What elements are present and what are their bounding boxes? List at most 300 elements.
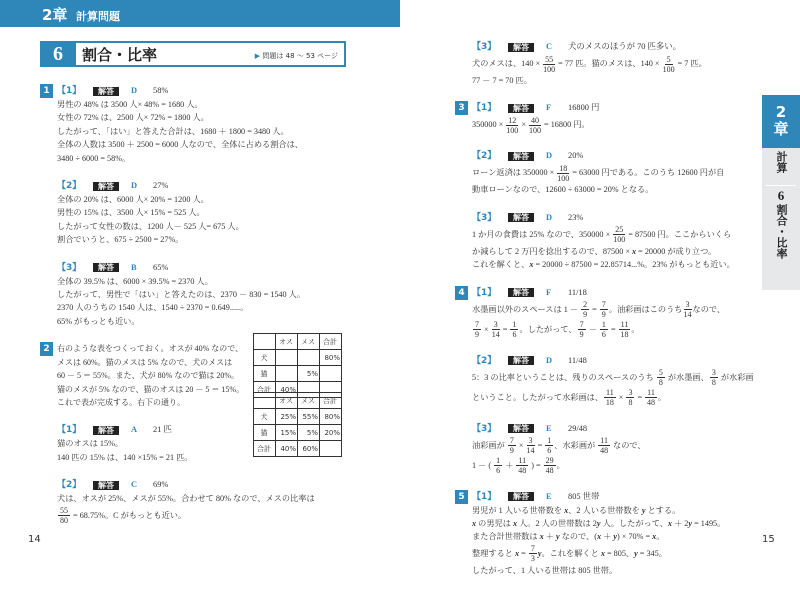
fraction-denominator: 3 [530,554,535,564]
table-cell: 40% [276,441,298,457]
answer-part [57,84,380,165]
fraction-denominator: 18 [620,330,629,340]
problem-page-reference-text: 問題は 48 ～ 53 ページ [262,52,338,60]
table-cell: 合計 [254,382,276,398]
fraction-numerator: 11 [647,388,655,398]
answer-choice: D [131,86,138,95]
answer-part [472,40,755,87]
answer-choice: A [131,425,138,435]
text-segment: の男児は [476,519,513,529]
answer-value: 29/48 [568,423,588,433]
answer-header [472,101,755,115]
answer-choice: D [546,355,553,365]
fraction-denominator: 14 [491,330,500,340]
math-variable: x [515,548,520,558]
answer-header [57,84,380,98]
answer-header [472,354,755,368]
fraction-numerator: 2 [583,300,588,310]
text-segment: 。 [657,392,667,402]
answer-key-label: 解答 [508,288,534,297]
fraction-denominator: 48 [647,398,655,408]
text-segment: 。したがって、 [519,324,577,334]
text-segment: 水墨画以外のスペースは 1 － [472,304,581,314]
math-variable: y [634,548,638,558]
text-segment: したがって、「はい」と答えた合計は、1680 ＋ 1800 = 3480 人。 [57,126,289,136]
answer-value: 805 世帯 [568,491,600,501]
fraction-denominator: 6 [496,466,501,476]
text-line [57,220,380,233]
problem-1 [40,84,380,328]
fraction [663,55,675,74]
text-segment: × [519,120,528,130]
answer-key-label: 解答 [93,182,119,191]
fraction-numerator: 40 [531,116,539,126]
part-label: 【1】 [472,491,497,502]
table-cell: 犬 [254,409,276,425]
text-segment: 。 [556,460,565,470]
answer-header [472,422,755,436]
text-segment: = 805、 [604,548,635,558]
table-row [254,366,342,382]
answer-header [57,478,380,492]
side-tab-divider [766,185,796,186]
text-segment: 、水彩画が [554,440,598,450]
text-segment: 140 匹の 15% は、140 ×15% = 21 匹。 [57,452,193,462]
triangle-right-icon: ▶ [254,52,261,60]
text-segment: 男児が 1 人いる世帯数を [472,505,565,515]
fraction [581,300,589,319]
text-segment: か減らして 2 万円を捻出するので、87500 × [472,246,633,256]
side-tab-section-title: 割合・比率 [775,204,788,259]
fraction [494,456,502,475]
side-tab-section-number: 6 [777,188,785,203]
text-line [472,54,755,74]
fraction [604,388,616,407]
section-number: 6 [40,41,76,67]
fraction-denominator: 14 [526,446,535,456]
fraction-numerator: 1 [601,320,606,330]
fraction-numerator: 5 [658,368,663,378]
fraction-numerator: 55 [60,506,68,516]
text-segment: 全体の人数は 3500 ＋ 2500 = 6000 人なので、全体に占める割合は、 [57,140,303,150]
text-segment: = 87500 円。ここからいくら [626,229,732,239]
answer-value: 58% [153,86,169,95]
text-segment: ＋ 2 [672,519,689,529]
problem-number-badge: 3 [455,101,468,115]
text-segment: これを解くと、 [472,260,530,270]
text-segment: 右のような表をつくっておく。オスが 40% なので、 [57,344,244,354]
text-segment: = 1495。 [692,519,726,529]
table-cell: 15% [276,425,298,441]
math-variable: y [596,519,601,529]
problem-2 [40,337,380,526]
fraction-denominator: 6 [512,330,517,340]
text-segment: したがって、男性で「はい」と答えたのは、2370 － 830 = 1540 人。 [57,290,306,300]
math-variable: y [688,519,693,529]
text-segment: 女性の 72% は、2500 人× 72% = 1800 人。 [57,113,209,123]
answer-value: 20% [568,151,584,161]
text-segment: 3480 ÷ 6000 = 58%。 [57,153,131,163]
fraction [473,320,481,339]
problem-4 [455,286,755,476]
table-cell: 20% [320,425,342,441]
text-line [472,517,755,530]
text-segment: 猫のメスが 5% なので、猫のオスは 20 － 5 ＝ 15%。 [57,384,245,394]
table-cell: 25% [276,409,298,425]
fraction [578,320,586,339]
text-segment: 、2 人いる世帯数を [568,505,642,515]
text-line [472,368,755,388]
text-segment: ローン返済は 350000 × [472,168,557,178]
answer-key-label: 解答 [508,492,534,501]
fraction-denominator: 6 [601,330,606,340]
fraction [506,116,518,135]
text-segment: 猫のオスは 15%。 [57,439,124,449]
part-label: 【1】 [472,103,497,114]
answer-part [472,422,755,476]
percentage-table [253,333,342,398]
text-segment: × [516,440,526,450]
answer-key-label: 解答 [508,424,534,433]
text-line [57,396,247,409]
problem-number-badge: 1 [40,84,53,98]
text-segment: ＋ [503,460,516,470]
fraction [684,300,692,319]
text-segment: 人。したがって、 [600,519,668,529]
text-segment: なので、 [692,304,726,314]
fraction [545,436,553,455]
answer-value: 11/48 [568,355,587,365]
fraction [710,368,718,387]
text-line [57,111,380,124]
fraction [529,544,537,563]
table-row [254,334,342,350]
fraction-denominator: 48 [518,466,527,476]
answer-part [472,149,755,196]
text-line [57,356,247,369]
part-label: 【1】 [472,287,497,298]
answer-value: 21 匹 [153,425,172,435]
part-label: 【1】 [57,425,82,436]
fraction [58,506,70,525]
text-segment: 5：3 の比率ということは、残りのスペースのうち [472,372,656,382]
fraction [516,456,528,475]
fraction [557,164,569,183]
fraction-numerator: 29 [545,456,554,466]
text-segment: 男性の 15% は、3500 人× 15% = 525 人。 [57,208,205,218]
fraction-denominator: 9 [579,330,584,340]
text-segment: ＋ [543,532,556,542]
fraction [510,320,518,339]
fraction-denominator: 9 [583,310,588,320]
answer-value: 23% [568,212,584,222]
text-segment: ) = [529,460,543,470]
text-segment: 動車ローンなので、12600 ÷ 63000 = 20% となる。 [472,185,654,195]
table-row [254,441,342,457]
answer-key-label: 解答 [93,87,119,96]
fraction-numerator: 3 [685,300,690,310]
table-cell: 5% [298,425,320,441]
answer-key-label: 解答 [93,481,119,490]
answer-choice: B [131,262,137,272]
table-cell: 犬 [254,350,276,366]
table-cell [320,441,342,457]
fraction-denominator: 9 [475,330,479,340]
text-line [472,163,755,183]
fraction-denominator: 100 [506,126,519,136]
table-cell: 猫 [254,366,276,382]
fraction-denominator: 8 [628,398,633,408]
text-segment: = 68.75%。C がもっとも近い。 [71,510,187,520]
answer-header [472,149,755,163]
answer-part [472,286,755,340]
math-variable: x [539,532,544,542]
part-label: 【1】 [57,86,82,96]
table-cell: 合計 [320,393,342,409]
text-segment: = [635,392,645,402]
answer-key-label: 解答 [93,426,119,435]
part-label: 【3】 [472,212,497,223]
fraction-numerator: 18 [559,164,568,174]
text-line [57,492,380,505]
math-variable: x [472,519,477,529]
fraction [645,388,657,407]
section-title-box [40,41,346,67]
text-segment: 整理すると [472,548,515,558]
table-cell [254,393,276,409]
text-segment: = 77 匹。猫のメスは、140 × [556,59,662,68]
table-cell [320,366,342,382]
answer-part [472,211,755,272]
fraction-denominator: 9 [601,310,606,320]
fraction-numerator: 1 [512,320,517,330]
text-segment: = 63000 円である。このうち 12600 円が自 [570,168,725,178]
right-page-content [455,40,755,591]
text-line [472,530,755,543]
fraction [527,436,535,455]
answer-choice: F [546,103,552,113]
table-row [254,409,342,425]
problem-number-badge: 4 [455,286,468,300]
part-label: 【3】 [57,262,82,273]
text-segment: = 20000 が成り立つ。 [636,246,717,256]
table-cell: 5% [298,366,320,382]
fraction-numerator: 12 [508,116,517,126]
answer-header [472,286,755,300]
text-segment: ＋ [601,532,614,542]
answer-part [472,354,755,408]
text-segment: ) × 70% = [617,532,653,542]
table-cell: メス [298,393,320,409]
table-cell: 合計 [254,441,276,457]
fraction-numerator: 11 [606,388,614,398]
answer-header [472,211,755,225]
fraction-denominator: 14 [683,310,692,320]
text-line [472,225,755,245]
text-segment: = 345。 [637,548,667,558]
answer-choice: D [546,212,553,222]
answer-key-label: 解答 [508,356,534,365]
math-variable: y [555,532,560,542]
part-label: 【3】 [472,42,497,52]
text-segment: 全体の 39.5% は、6000 × 39.5% = 2370 人。 [57,276,213,286]
answer-value: 犬のメスのほうが 70 匹多い。 [568,42,682,51]
text-line [57,98,380,111]
text-line [472,115,755,135]
math-variable: x [564,505,569,515]
answer-part [57,261,380,329]
fraction [543,55,555,74]
text-line [472,436,755,456]
fraction-denominator: 48 [600,446,609,456]
part-label: 【2】 [57,181,82,192]
text-segment: = [590,304,599,314]
text-line [472,320,755,340]
answer-choice: C [131,480,138,490]
problem-continued [455,40,755,87]
part-label: 【2】 [472,151,497,162]
table-cell: オス [276,393,298,409]
fraction-numerator: 11 [600,436,608,446]
fraction-denominator: 100 [529,126,541,136]
answer-value: 11/18 [568,287,587,297]
math-variable: x [600,548,605,558]
table-cell [298,350,320,366]
answer-choice: F [546,287,552,297]
text-line [57,288,380,301]
side-tab-chapter-number: 2 [775,103,787,121]
text-line [57,138,380,151]
table-row [254,393,342,409]
part-label: 【2】 [472,355,497,366]
chapter-title: 計算問題 [76,10,120,23]
answer-header [57,261,380,275]
text-segment: － [586,324,599,334]
text-line [57,369,247,382]
answer-choice: C [546,42,553,51]
problem-5 [455,490,755,578]
side-tab-category: 計算 [775,151,788,173]
fraction-numerator: 1 [547,436,552,446]
table-row [254,425,342,441]
answer-value: 69% [153,480,169,490]
answer-choice: E [546,423,552,433]
answer-key-label: 解答 [93,263,119,272]
fraction-denominator: 100 [662,64,675,74]
text-line [472,74,755,87]
table-cell [276,366,298,382]
text-segment: また合計世帯数は [472,532,540,542]
answer-value: 27% [153,181,169,191]
fraction [619,320,631,339]
text-segment: 。これを解くと [541,548,601,558]
fraction-denominator: 18 [605,398,614,408]
table-cell [254,334,276,350]
answer-header [472,490,755,504]
fraction-numerator: 3 [711,368,716,378]
side-tab-chapter-char: 章 [773,120,789,138]
fraction-numerator: 11 [518,456,527,466]
fraction [508,436,516,455]
fraction [544,456,556,475]
table-cell: 80% [320,409,342,425]
text-segment: なので、( [559,532,597,542]
table-cell: 60% [298,441,320,457]
answer-key-label: 解答 [508,152,534,161]
fraction-numerator: 5 [666,54,671,64]
fraction-denominator: 9 [509,446,514,456]
page-number-left: 14 [28,534,41,545]
text-segment: = 16800 円。 [542,120,590,130]
answer-choice: D [546,151,553,161]
text-segment: 男性の 48% は 3500 人× 48% = 1680 人。 [57,100,203,109]
fraction [600,300,608,319]
fraction-numerator: 1 [496,456,501,466]
text-segment: = 20000 ÷ 87500 = 22.85714...%。23% がもっとも近い。 [533,260,735,270]
fraction-denominator: 80 [60,516,68,526]
table-cell: メス [298,334,320,350]
math-variable: x [632,246,637,256]
text-line [57,301,380,314]
fraction-numerator: 7 [475,320,479,330]
fraction [598,436,610,455]
text-line [57,315,380,328]
answer-header [472,40,755,54]
text-segment: したがって、1 人いる世帯は 805 世帯。 [472,565,618,575]
fraction-numerator: 25 [615,225,624,235]
fraction-numerator: 3 [628,388,633,398]
text-segment: 1 か月の食費は 25% なので、350000 × [472,229,613,239]
page-number-right: 15 [762,534,775,545]
text-segment: = [500,324,510,334]
fraction-numerator: 7 [579,320,584,330]
text-segment: 77 － 7 = 70 匹。 [472,76,532,85]
text-segment: 60 － 5 ＝ 55%。また、犬が 80% なので猫は 20%。 [57,371,239,381]
side-tab-chapter[interactable] [762,95,800,148]
math-variable: x [529,260,534,270]
fraction-numerator: 3 [493,320,498,330]
text-segment: = [608,324,618,334]
text-line [57,206,380,219]
math-variable: x [512,519,518,529]
math-variable: x [667,519,673,529]
table-cell: 猫 [254,425,276,441]
math-variable: y [537,548,542,558]
math-variable: y [613,532,617,542]
fraction-numerator: 3 [528,436,533,446]
side-tab-section[interactable] [762,148,800,290]
text-line [57,506,380,526]
text-line [57,383,247,396]
problem-3 [455,101,755,271]
table-row [254,350,342,366]
table-cell: オス [276,334,298,350]
answer-key-label: 解答 [508,43,534,52]
answer-part [472,101,755,135]
problem-number-badge: 5 [455,490,468,504]
text-segment: 犬のメスは、140 × [472,59,543,68]
fraction-numerator: 11 [620,320,629,330]
problem-page-reference [255,51,338,61]
fraction-numerator: 55 [545,54,554,64]
fraction-numerator: 7 [601,300,606,310]
text-segment: = [519,548,528,558]
answer-value: 65% [153,262,169,272]
answer-part [57,179,380,247]
answer-header [57,179,380,193]
answer-part [472,490,755,578]
fraction [492,320,500,339]
